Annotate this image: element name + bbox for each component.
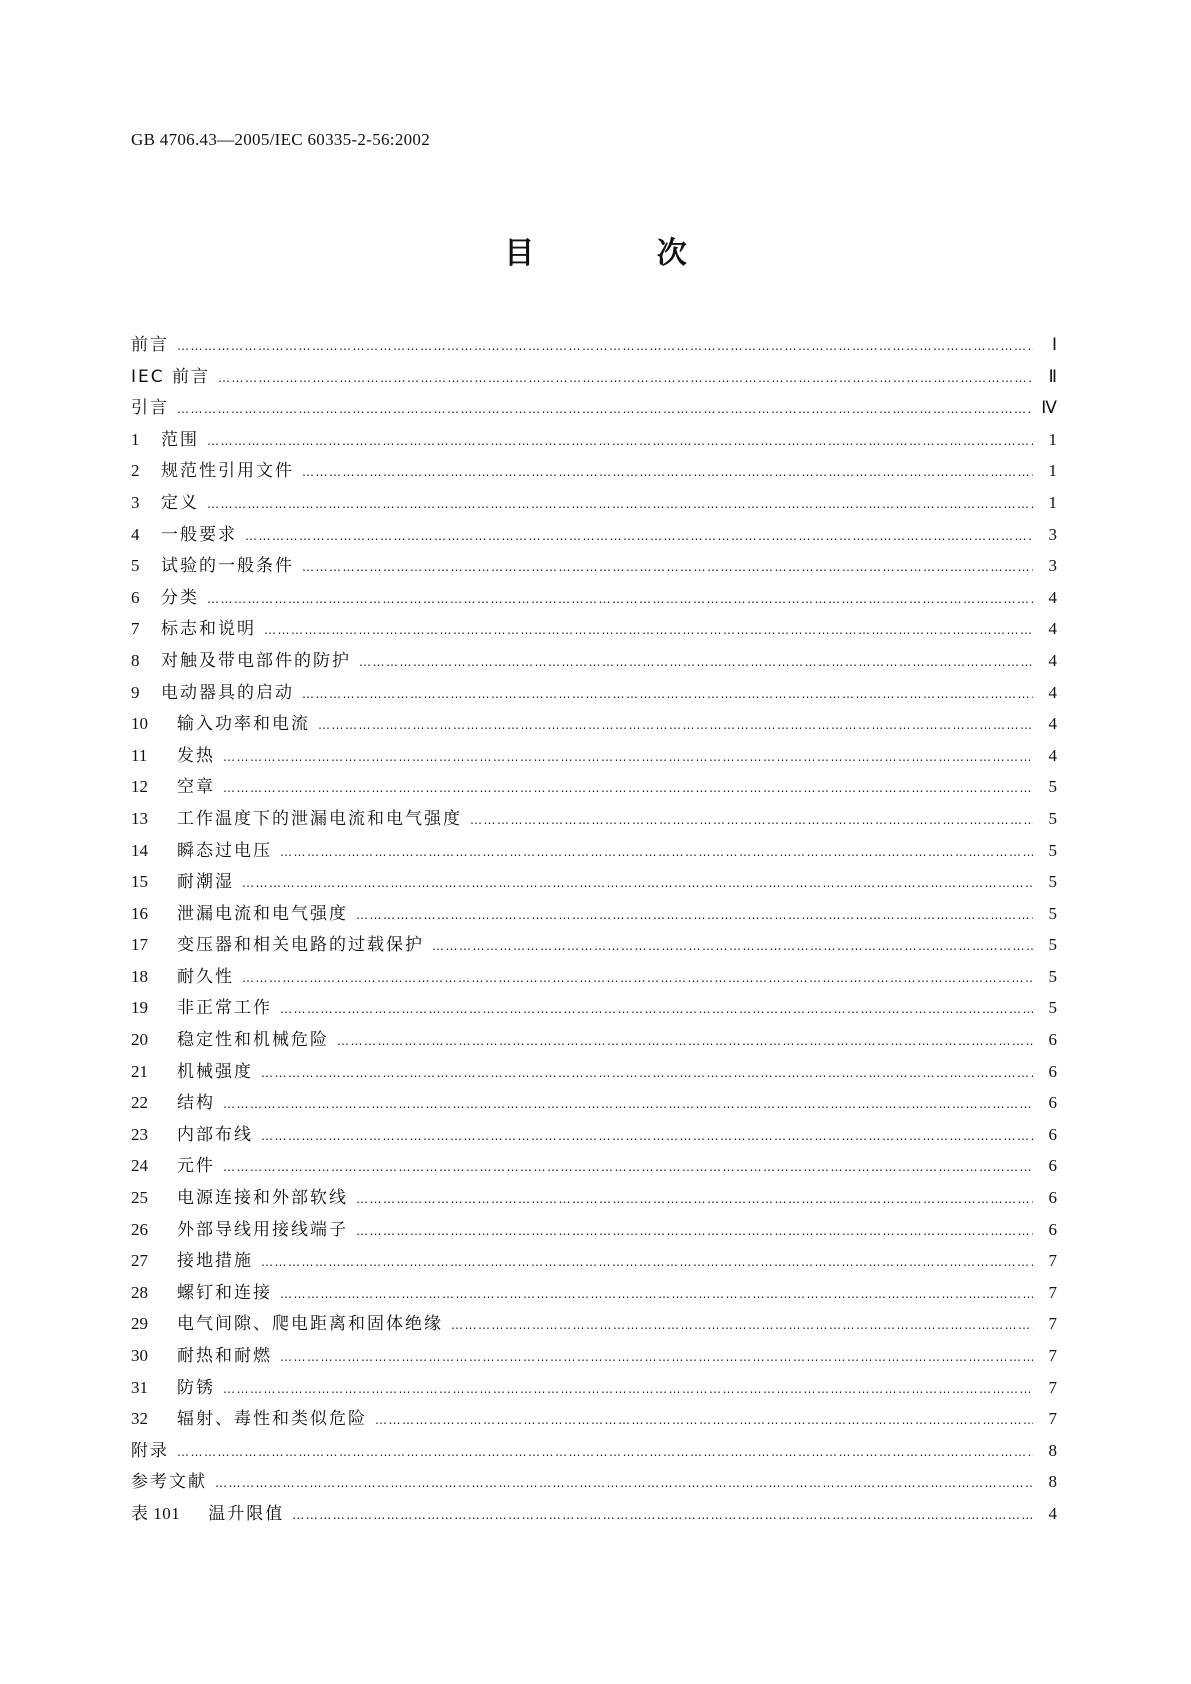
toc-entry[interactable] (131, 455, 1057, 487)
toc-entry-page: 1 (1048, 461, 1057, 481)
toc-entry[interactable] (131, 519, 1057, 551)
toc-entry[interactable] (131, 550, 1057, 582)
toc-entry-label: 泄漏电流和电气强度 (177, 903, 348, 924)
dot-leader (451, 1310, 1033, 1342)
toc-entry-page: 3 (1048, 524, 1057, 544)
toc-entry[interactable] (131, 1119, 1057, 1151)
toc-entry-label: 标志和说明 (161, 619, 256, 640)
toc-entry-number: 7 (131, 619, 140, 639)
toc-entry-number: 9 (131, 682, 140, 702)
toc-entry[interactable] (131, 1150, 1057, 1182)
toc-entry-page: 7 (1048, 1314, 1057, 1334)
toc-entry[interactable] (131, 1214, 1057, 1246)
toc-entry[interactable] (131, 898, 1057, 930)
toc-entry-label: 变压器和相关电路的过载保护 (177, 935, 424, 956)
toc-entry-page: 8 (1048, 1472, 1057, 1492)
toc-entry-label: 引言 (131, 398, 169, 419)
toc-entry-label: 参考文献 (131, 1472, 207, 1493)
toc-entry[interactable] (131, 329, 1057, 361)
toc-entry-page: 6 (1048, 1093, 1057, 1113)
dot-leader (261, 1058, 1033, 1090)
dot-leader (318, 710, 1033, 742)
toc-entry-label: 瞬态过电压 (177, 840, 272, 861)
dot-leader (223, 773, 1033, 805)
toc-entry-number: 30 (131, 1346, 148, 1365)
toc-entry[interactable] (131, 677, 1057, 709)
toc-table-number: 表 101 (131, 1503, 181, 1523)
toc-entry-label: 范围 (161, 429, 199, 450)
toc-entry[interactable] (131, 866, 1057, 898)
toc-entry[interactable] (131, 613, 1057, 645)
toc-entry-number: 10 (131, 714, 148, 734)
dot-leader (356, 1184, 1033, 1216)
toc-entry-number: 23 (131, 1124, 148, 1144)
toc-entry[interactable] (131, 740, 1057, 772)
toc-entry-number: 1 (131, 429, 140, 449)
toc-entry-number: 8 (131, 650, 140, 670)
toc-entry-page: 7 (1048, 1251, 1057, 1271)
toc-entry-label: 定义 (161, 492, 199, 513)
toc-entry-number: 17 (131, 935, 148, 955)
toc-entry[interactable] (131, 1182, 1057, 1214)
toc-entry-label: 耐热和耐燃 (177, 1346, 272, 1366)
toc-entry[interactable] (131, 1435, 1057, 1467)
toc-entry-number: 12 (131, 777, 148, 797)
toc-entry-label: 稳定性和机械危险 (177, 1030, 329, 1051)
dot-leader (280, 1342, 1033, 1374)
table-of-contents (131, 329, 1057, 1530)
toc-entry-page: 4 (1048, 682, 1057, 702)
toc-entry[interactable] (131, 929, 1057, 961)
toc-entry[interactable] (131, 1087, 1057, 1119)
toc-entry-page: 4 (1048, 745, 1057, 765)
toc-entry[interactable] (131, 487, 1057, 519)
toc-entry-label: 发热 (177, 745, 215, 766)
toc-entry-label: 耐潮湿 (177, 872, 234, 893)
toc-entry[interactable] (131, 835, 1057, 867)
toc-entry[interactable] (131, 645, 1057, 677)
toc-entry-label: 接地措施 (177, 1251, 253, 1272)
toc-entry-label: 规范性引用文件 (161, 461, 294, 482)
toc-entry-page: Ⅱ (1048, 366, 1057, 386)
toc-entry-label: 内部布线 (177, 1124, 253, 1145)
toc-entry-page: 6 (1048, 1030, 1057, 1050)
dot-leader (359, 647, 1033, 679)
dot-leader (177, 1437, 1033, 1469)
toc-entry-number: 13 (131, 808, 148, 828)
dot-leader (223, 1089, 1033, 1121)
toc-entry-page: 5 (1048, 840, 1057, 860)
toc-entry-number: 3 (131, 492, 140, 512)
toc-entry-label: 防锈 (177, 1377, 215, 1398)
toc-entry-page: 5 (1048, 935, 1057, 955)
toc-entry-label: 分类 (161, 587, 199, 608)
toc-entry-number: 25 (131, 1188, 148, 1208)
toc-entry[interactable] (131, 803, 1057, 835)
dot-leader (245, 521, 1033, 553)
toc-entry-label: 外部导线用接线端子 (177, 1219, 348, 1240)
toc-entry[interactable] (131, 361, 1057, 393)
toc-entry-label: 非正常工作 (177, 998, 272, 1019)
toc-entry-page: Ⅰ (1051, 335, 1057, 354)
toc-entry-number: 16 (131, 903, 148, 923)
document-identifier: GB 4706.43—2005/IEC 60335-2-56:2002 (131, 130, 431, 149)
toc-entry-label: 前言 (131, 335, 169, 355)
dot-leader (280, 1279, 1033, 1311)
toc-entry-page: 7 (1048, 1377, 1057, 1397)
toc-entry-label: 附录 (131, 1440, 169, 1461)
toc-entry[interactable] (131, 1277, 1057, 1309)
dot-leader (337, 1026, 1033, 1058)
toc-entry-label: 试验的一般条件 (161, 556, 294, 577)
toc-entry-label: 输入功率和电流 (177, 714, 310, 735)
dot-leader (218, 363, 1033, 395)
toc-entry[interactable] (131, 1466, 1057, 1498)
dot-leader (432, 931, 1033, 963)
toc-entry-number: 6 (131, 587, 140, 607)
toc-entry-label: 工作温度下的泄漏电流和电气强度 (177, 808, 462, 829)
toc-entry[interactable] (131, 392, 1057, 424)
toc-entry-number: 2 (131, 461, 140, 481)
dot-leader (470, 805, 1033, 837)
toc-entry-number: 28 (131, 1282, 148, 1302)
dot-leader (356, 1216, 1033, 1248)
toc-entry-label: 电源连接和外部软线 (177, 1188, 348, 1209)
toc-entry-page: 1 (1048, 429, 1057, 449)
toc-table-entry[interactable] (131, 1498, 1057, 1530)
toc-entry-page: 4 (1048, 619, 1057, 639)
toc-entry-label: 电动器具的启动 (161, 682, 294, 703)
toc-entry-page: 6 (1048, 1156, 1057, 1176)
toc-entry-page: 3 (1048, 556, 1057, 576)
toc-entry[interactable] (131, 1340, 1057, 1372)
dot-leader (242, 963, 1033, 995)
page-title: 目 次 (504, 236, 743, 271)
toc-entry-label: 辐射、毒性和类似危险 (177, 1409, 367, 1430)
dot-leader (177, 394, 1031, 426)
toc-entry[interactable] (131, 1056, 1057, 1088)
toc-entry-number: 29 (131, 1314, 148, 1334)
toc-entry[interactable] (131, 1024, 1057, 1056)
toc-entry-number: 18 (131, 966, 148, 986)
toc-entry-page: 5 (1048, 777, 1057, 797)
toc-entry-page: 7 (1048, 1282, 1057, 1302)
toc-entry-page: 6 (1048, 1188, 1057, 1208)
toc-entry-number: 5 (131, 556, 140, 576)
toc-entry[interactable] (131, 771, 1057, 803)
toc-entry-page: 4 (1048, 714, 1057, 734)
toc-entry-page: 6 (1048, 1124, 1057, 1144)
toc-entry-page: 6 (1048, 1219, 1057, 1239)
toc-entry-page: 7 (1048, 1346, 1057, 1365)
toc-entry[interactable] (131, 424, 1057, 456)
toc-entry-number: 32 (131, 1409, 148, 1429)
dot-leader (302, 552, 1033, 584)
toc-entry-label: IEC 前言 (131, 366, 211, 387)
dot-leader (261, 1121, 1033, 1153)
toc-entry-page: 5 (1048, 872, 1057, 892)
dot-leader (280, 837, 1033, 869)
toc-entry[interactable] (131, 1245, 1057, 1277)
toc-entry[interactable] (131, 992, 1057, 1024)
toc-entry-label: 结构 (177, 1093, 215, 1114)
toc-entry-number: 14 (131, 840, 148, 860)
dot-leader (223, 1152, 1033, 1184)
toc-entry-number: 22 (131, 1093, 148, 1113)
dot-leader (223, 742, 1033, 774)
dot-leader (292, 1500, 1033, 1532)
toc-entry[interactable] (131, 582, 1057, 614)
toc-entry-page: 4 (1048, 650, 1057, 670)
toc-entry-page: 6 (1048, 1061, 1057, 1081)
toc-entry-page: Ⅳ (1041, 398, 1057, 418)
toc-entry-number: 24 (131, 1156, 148, 1176)
dot-leader (302, 457, 1033, 489)
toc-entry[interactable] (131, 1308, 1057, 1340)
toc-entry-number: 19 (131, 998, 148, 1018)
toc-entry-label: 对触及带电部件的防护 (161, 650, 351, 671)
toc-entry[interactable] (131, 961, 1057, 993)
toc-entry-label: 元件 (177, 1156, 215, 1177)
toc-entry-number: 31 (131, 1377, 148, 1397)
toc-entry[interactable] (131, 708, 1057, 740)
toc-entry-label: 电气间隙、爬电距离和固体绝缘 (177, 1314, 443, 1335)
toc-entry-label: 一般要求 (161, 524, 237, 545)
toc-entry[interactable] (131, 1403, 1057, 1435)
toc-entry-number: 11 (131, 745, 148, 765)
dot-leader (280, 994, 1033, 1026)
dot-leader (375, 1405, 1033, 1437)
dot-leader (207, 489, 1033, 521)
dot-leader (177, 331, 1033, 363)
dot-leader (302, 679, 1033, 711)
toc-entry-number: 21 (131, 1061, 148, 1081)
dot-leader (242, 868, 1033, 900)
toc-entry-label: 耐久性 (177, 966, 234, 987)
dot-leader (223, 1374, 1033, 1406)
toc-entry-page: 4 (1048, 1503, 1057, 1523)
toc-entry-page: 5 (1048, 903, 1057, 923)
toc-entry-number: 4 (131, 524, 140, 544)
toc-entry-page: 8 (1048, 1440, 1057, 1460)
toc-entry-label: 机械强度 (177, 1061, 253, 1082)
toc-entry-page: 5 (1048, 808, 1057, 828)
toc-entry-number: 27 (131, 1251, 148, 1271)
toc-entry-number: 20 (131, 1030, 148, 1050)
dot-leader (261, 1247, 1033, 1279)
toc-entry-page: 4 (1048, 587, 1057, 607)
toc-entry-page: 1 (1048, 492, 1057, 512)
dot-leader (207, 426, 1033, 458)
toc-entry-page: 5 (1048, 966, 1057, 986)
toc-entry-label: 空章 (177, 777, 215, 798)
dot-leader (356, 900, 1033, 932)
dot-leader (264, 615, 1033, 647)
dot-leader (207, 584, 1033, 616)
toc-entry-page: 5 (1048, 998, 1057, 1018)
toc-entry-number: 15 (131, 872, 148, 892)
toc-table-label: 温升限值 (208, 1503, 285, 1524)
dot-leader (215, 1468, 1033, 1500)
toc-entry-number: 26 (131, 1219, 148, 1239)
toc-entry-page: 7 (1048, 1409, 1057, 1429)
toc-entry-label: 螺钉和连接 (177, 1282, 272, 1303)
toc-entry[interactable] (131, 1372, 1057, 1404)
